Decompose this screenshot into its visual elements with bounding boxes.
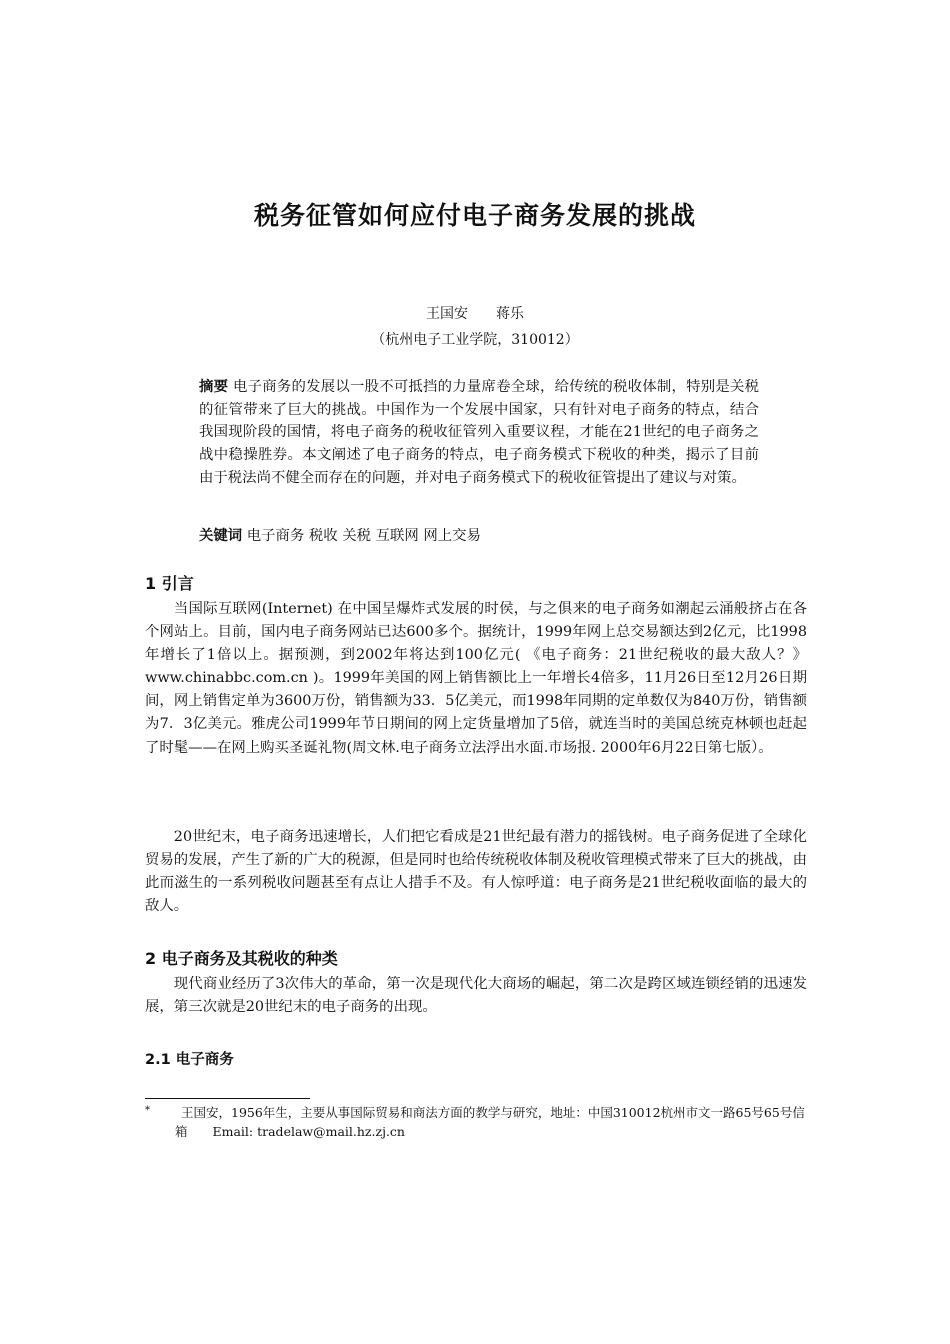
section-1-paragraph-1: 当国际互联网(Internet) 在中国呈爆炸式发展的时侯，与之俱来的电子商务如潮起云涌般挤占在各个网站上。目前，国内电子商务网站已达600多个。据统计，1999年网上总交易额达到2亿元，比1998年增长了1倍以上。据预测，到2002年将达到100亿元( 《电子商务：21世纪税收的最大敌人？》www.chinabbc.com.cn )。1999年美国的网上销售额比上一年增长4倍多，11月26日至12月26日期间，网上销售定单为3600万份，销售额为33．5亿美元，而1998年同期的定单数仅为840万份，销售额为7．3亿美元。雅虎公司1999年节日期间的网上定货量增加了5倍，就连当时的美国总统克林顿也赶起了时髦——在网上购买圣诞礼物(周文林.电子商务立法浮出水面.市场报. 2000年6月22日第七版）。 <box>145 601 807 756</box>
footnote-mark: * <box>145 1105 150 1116</box>
section-2-paragraph-1: 现代商业经历了3次伟大的革命，第一次是现代化大商场的崛起，第二次是跨区域连锁经销的迅速发展，第三次就是20世纪末的电子商务的出现。 <box>145 976 807 1016</box>
keywords <box>199 525 759 547</box>
section-1-paragraph-2: 20世纪末，电子商务迅速增长，人们把它看成是21世纪最有潜力的摇钱树。电子商务促进了全球化贸易的发展，产生了新的广大的税源，但是同时也给传统税收体制及税收管理模式带来了巨大的挑战，由此而滋生的一系列税收问题甚至有点让人措手不及。有人惊呼道：电子商务是21世纪税收面临的最大的敌人。 <box>145 829 807 915</box>
footnote-text: 王国安，1956年生，主要从事国际贸易和商法方面的教学与研究，地址：中国310012杭州市文一路65号65号信箱 Email: tradelaw@mail.hz.zj.cn <box>175 1105 805 1139</box>
paper-title: 税务征管如何应付电子商务发展的挑战 <box>253 201 696 230</box>
abstract-text: 电子商务的发展以一股不可抵挡的力量席卷全球，给传统的税收体制，特别是关税的征管带来了巨大的挑战。中国作为一个发展中国家，只有针对电子商务的特点，结合我国现阶段的国情，将电子商务的税收征管列入重要议程，才能在21世纪的电子商务之战中稳操胜券。本文阐述了电子商务的特点，电子商务模式下税收的种类，揭示了目前由于税法尚不健全而存在的问题，并对电子商务模式下的税收征管提出了建议与对策。 <box>199 379 759 486</box>
abstract-label: 摘要 <box>199 379 229 395</box>
author-first: 王国安 <box>426 306 468 322</box>
author-line <box>0 302 950 326</box>
section-heading-2: 2 电子商务及其税收的种类 <box>145 949 338 968</box>
affiliation: （杭州电子工业学院，310012） <box>371 332 579 348</box>
abstract <box>199 376 759 490</box>
footnote <box>145 1103 805 1141</box>
keywords-text: 电子商务 税收 关税 互联网 网上交易 <box>246 528 481 544</box>
keywords-label: 关键词 <box>199 528 243 544</box>
subsection-heading-2-1: 2.1 电子商务 <box>145 1052 234 1068</box>
author-second: 蒋乐 <box>496 306 524 322</box>
footnote-divider <box>145 1098 310 1099</box>
section-heading-1: 1 引言 <box>145 574 194 593</box>
